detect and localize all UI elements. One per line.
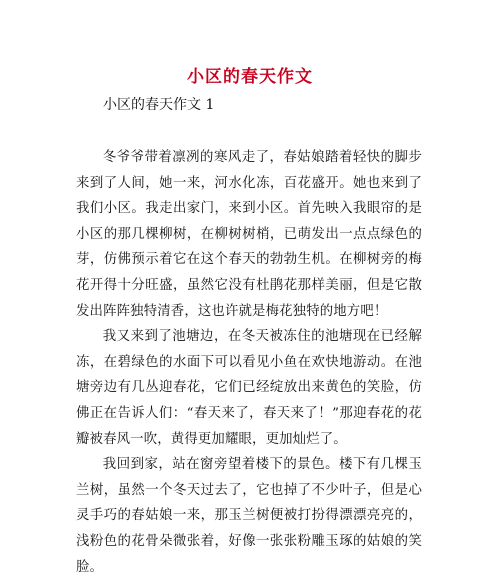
- document-title: 小区的春天作文: [187, 67, 313, 87]
- paragraph-1: 冬爷爷带着凛冽的寒风走了，春姑娘踏着轻快的脚步来到了人间，她一来，河水化冻，百花盛开。她也来到了我们小区。我走出家门，来到小区。首先映入我眼帘的是小区的那几棵柳树，在柳树树梢，已萌发出一点点绿色的芽，仿佛预示着它在这个春天的勃勃生机。在柳树旁的梅花开得十分旺盛，虽然它没有杜鹃花那样美丽，但是它散发出阵阵独特清香，这也许就是梅花独特的地方吧！: [76, 150, 422, 319]
- section-heading: 小区的春天作文 1: [103, 97, 215, 113]
- essay-body: [76, 145, 422, 580]
- paragraph-2: 我又来到了池塘边，在冬天被冻住的池塘现在已经解冻，在碧绿色的水面下可以看见小鱼在欢快地游动。在池塘旁边有几丛迎春花，它们已经绽放出来黄色的笑脸，仿佛正在告诉人们：“春天来了，春天来了！”那迎春花的花瓣被春风一吹，黄得更加耀眼，更加灿烂了。: [76, 329, 422, 447]
- paragraph-3: 我回到家，站在窗旁望着楼下的景色。楼下有几棵玉兰树，虽然一个冬天过去了，它也掉了不少叶子，但是心灵手巧的春姑娘一来，那玉兰树便被打扮得漂漂亮亮的，浅粉色的花骨朵微张着，好像一张张粉雕玉琢的姑娘的笑脸。: [76, 457, 422, 575]
